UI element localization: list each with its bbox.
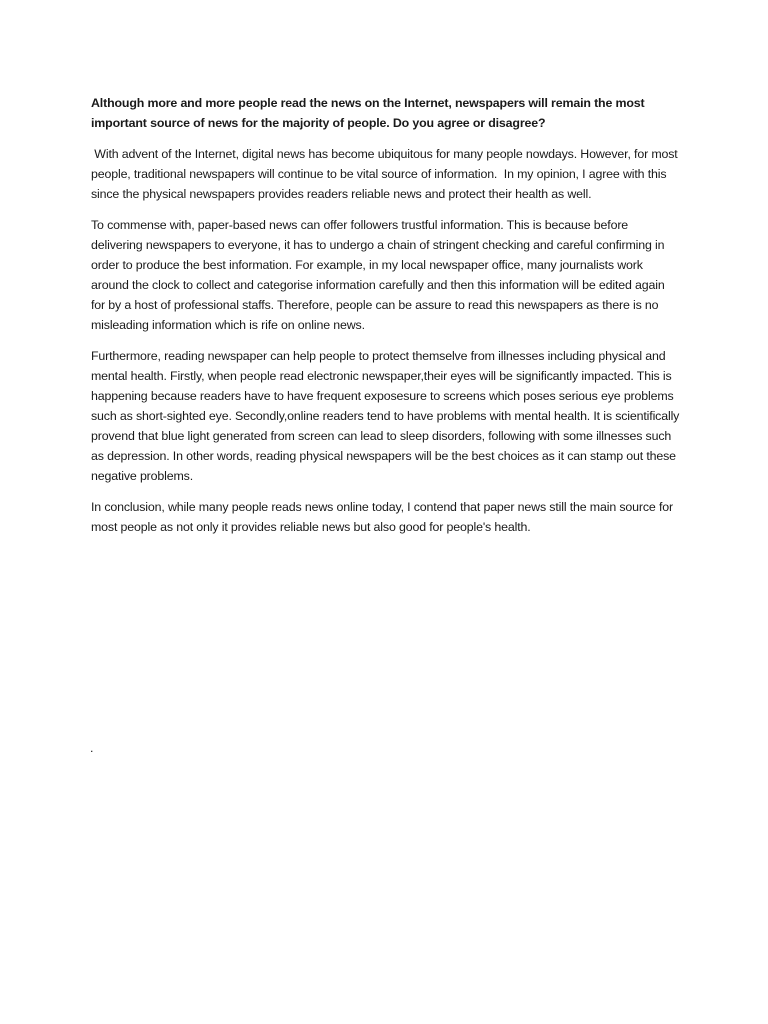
essay-paragraph-conclusion: In conclusion, while many people reads news online today, I contend that paper news still the main source for most people as not only it provides reliable news but also good for people's health. (91, 500, 673, 534)
trailing-mark: . (90, 741, 94, 755)
essay-body (91, 93, 681, 548)
essay-prompt: Although more and more people read the news on the Internet, newspapers will remain the most important source of news for the majority of people. Do you agree or disagree? (91, 96, 645, 130)
essay-paragraph-body-1: To commense with, paper-based news can offer followers trustful information. This is because before delivering newspapers to everyone, it has to undergo a chain of stringent checking and careful confirming in order to produce the best information. For example, in my local newspaper office, many journalists work around the clock to collect and categorise information carefully and then this information will be edited again for by a host of professional staffs. Therefore, people can be assure to read this newspapers as there is no misleading information which is rife on online news. (91, 218, 665, 332)
essay-paragraph-body-2: Furthermore, reading newspaper can help people to protect themselve from illnesses including physical and mental health. Firstly, when people read electronic newspaper,their eyes will be significantly impacted. This is happening because readers have to have frequent exposesure to screens which poses serious eye problems such as short-sighted eye. Secondly,online readers tend to have problems with mental health. It is scientifically provend that blue light generated from screen can lead to sleep disorders, following with some illnesses such as depression. In other words, reading physical newspapers will be the best choices as it can stamp out these negative problems. (91, 349, 680, 483)
essay-paragraph-intro: With advent of the Internet, digital news has become ubiquitous for many people nowdays. However, for most people, traditional newspapers will continue to be vital source of information. In my opinion, I agree with this since the physical newspapers provides readers reliable news and protect their health as well. (91, 147, 681, 201)
